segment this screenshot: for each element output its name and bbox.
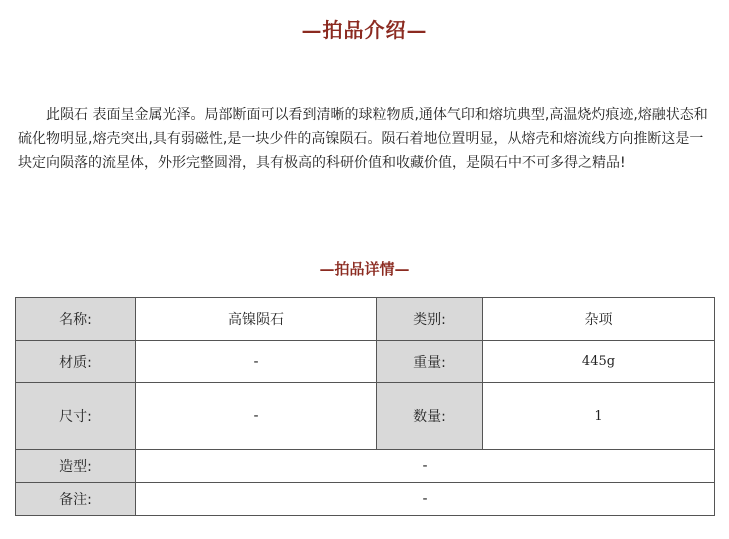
weight-label: 重量: <box>377 341 483 383</box>
table-row <box>16 383 715 450</box>
shape-label: 造型: <box>16 450 136 483</box>
category-label: 类别: <box>377 298 483 341</box>
material-value: - <box>136 341 377 383</box>
size-value: - <box>136 383 377 450</box>
table-row <box>16 450 715 483</box>
table-row <box>16 483 715 516</box>
category-value: 杂项 <box>483 298 715 341</box>
detail-title: —拍品详情— <box>319 260 410 278</box>
weight-value: 445g <box>483 341 715 383</box>
table-row <box>16 298 715 341</box>
shape-value: - <box>136 450 715 483</box>
material-label: 材质: <box>16 341 136 383</box>
remark-value: - <box>136 483 715 516</box>
quantity-value: 1 <box>483 383 715 450</box>
size-label: 尺寸: <box>16 383 136 450</box>
intro-title: —拍品介绍— <box>301 18 428 42</box>
remark-label: 备注: <box>16 483 136 516</box>
intro-description: 此陨石 表面呈金属光泽。局部断面可以看到清晰的球粒物质,通体气印和熔坑典型,高温烧灼痕迹,熔融状态和硫化物明显,熔壳突出,具有弱磁性,是一块少件的高镍陨石。陨石着地位置明显，从熔壳和熔流线方向推断这是一块定向陨落的流星体，外形完整圆滑，具有极高的科研价值和收藏价值，是陨石中不可多得之精品! <box>18 107 708 171</box>
table-row <box>16 341 715 383</box>
quantity-label: 数量: <box>377 383 483 450</box>
name-value: 高镍陨石 <box>136 298 377 341</box>
name-label: 名称: <box>16 298 136 341</box>
detail-table <box>15 297 715 516</box>
